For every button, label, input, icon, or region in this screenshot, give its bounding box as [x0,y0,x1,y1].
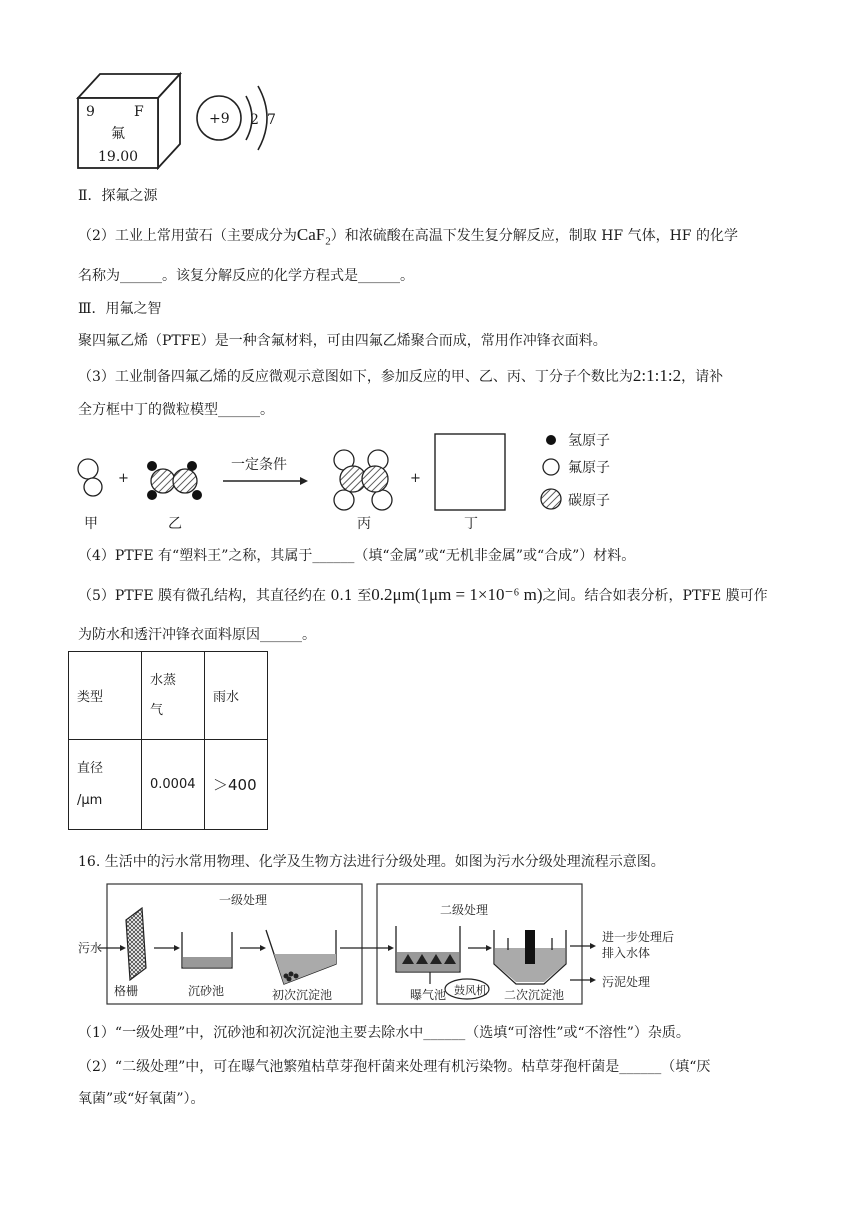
unit-conversion: (1μm = 1×10⁻⁶ m) [414,585,543,604]
question-5-line-2: 为防水和透汗冲锋衣面料原因______。 [78,627,316,643]
legend-fluorine: 氟原子 [568,460,610,476]
question-2-line-1: （2）工业上常用萤石（主要成分为CaF$_2$）和浓硫酸在高温下发生复分解反应，制取 HF 气体，HF 的化学 [78,225,738,248]
question-5-line-1: （5）PTFE 膜有微孔结构，其直径约在 0.1 至0.2μm(1μm = 1×10⁻⁶ m)之间。结合如表分析，PTFE 膜可作 [78,585,768,604]
table-header-rain: 雨水 [205,652,268,740]
hydrogen-legend-icon [546,435,556,445]
diameter-table [68,651,268,830]
element-mass: 19.00 [98,149,139,165]
output-sludge-label: 污泥处理 [602,975,651,989]
plus-sign: + [410,471,421,486]
question-16-sub-1: （1）“一级处理”中，沉砂池和初次沉淀池主要去除水中______（选填“可溶性”或“不溶性”）杂质。 [78,1025,690,1041]
grit-tank-label: 沉砂池 [188,984,225,998]
label-yi: 乙 [168,516,182,532]
question-16-sub-2-line-1: （2）“二级处理”中，可在曝气池繁殖枯草芽孢杆菌来处理有机污染物。枯草芽孢杆菌是______（填“厌 [78,1059,711,1075]
question-2-line-2: 名称为______。该复分解反应的化学方程式是______。 [78,268,414,284]
secondary-tank-label: 二次沉淀池 [504,988,565,1002]
table-header-vapor: 水蒸 气 [142,652,205,740]
section-heading: Ⅱ．探氟之源 [78,188,158,204]
reaction-condition: 一定条件 [231,457,287,473]
pore-range: 0.2μm [371,585,415,604]
molecule-yi [147,461,202,500]
section-heading: Ⅲ．用氟之智 [78,301,162,317]
plus-sign: + [118,471,129,486]
label-bing: 丙 [357,516,371,532]
nucleus-charge: +9 [209,111,230,127]
table-row-label: 直径 /μm [69,740,142,830]
legend-carbon: 碳原子 [568,493,610,509]
blower-label: 鼓风机 [454,984,487,997]
fluorine-legend-icon [543,459,559,475]
output-water-label-1: 进一步处理后 [602,930,675,944]
question-16-sub-2-line-2: 氧菌”或“好氧菌”）。 [78,1091,205,1107]
element-name: 氟 [111,126,125,142]
reaction-diagram [0,424,860,534]
ptfe-intro: 聚四氟乙烯（PTFE）是一种含氟材料，可由四氟乙烯聚合而成，常用作冲锋衣面料。 [78,333,607,349]
element-symbol: F [134,104,144,120]
question-3-line-2: 全方框中丁的微粒模型______。 [78,402,274,418]
answer-box-ding [435,434,505,510]
flow-input-label: 污水 [78,941,103,955]
ratio: 2:1:1:2 [632,366,682,385]
table-cell-rain: ＞400 [205,740,268,830]
stage-2-title: 二级处理 [440,903,489,917]
molecule-jia [78,459,102,496]
stage-1-title: 一级处理 [219,893,268,907]
output-water-label-2: 排入水体 [602,946,651,960]
element-number: 9 [86,104,95,120]
primary-tank-label: 初次沉淀池 [272,988,333,1002]
grille-label: 格栅 [114,984,139,998]
molecule-bing [334,450,392,510]
question-4: （4）PTFE 有“塑料王”之称，其属于______（填“金属”或“无机非金属”或“合成”）材料。 [78,548,636,564]
question-16-intro: 16. 生活中的污水常用物理、化学及生物方法进行分级处理。如图为污水分级处理流程示意图。 [78,854,665,870]
shell-1-count: 2 [250,112,259,128]
label-ding: 丁 [464,516,478,532]
label-jia: 甲 [84,516,98,532]
grille-icon [126,908,146,980]
question-3-line-1: （3）工业制备四氟乙烯的反应微观示意图如下，参加反应的甲、乙、丙、丁分子个数比为2:1:1:2，请补 [78,366,724,385]
formula-caf2: CaF$_2$ [296,225,331,248]
table-cell-vapor: 0.0004 [142,740,205,830]
carbon-legend-icon [541,489,561,509]
legend-hydrogen: 氢原子 [568,433,610,449]
aeration-tank-label: 曝气池 [410,988,447,1002]
shell-2-count: 7 [267,112,276,128]
table-header-type: 类型 [69,652,142,740]
